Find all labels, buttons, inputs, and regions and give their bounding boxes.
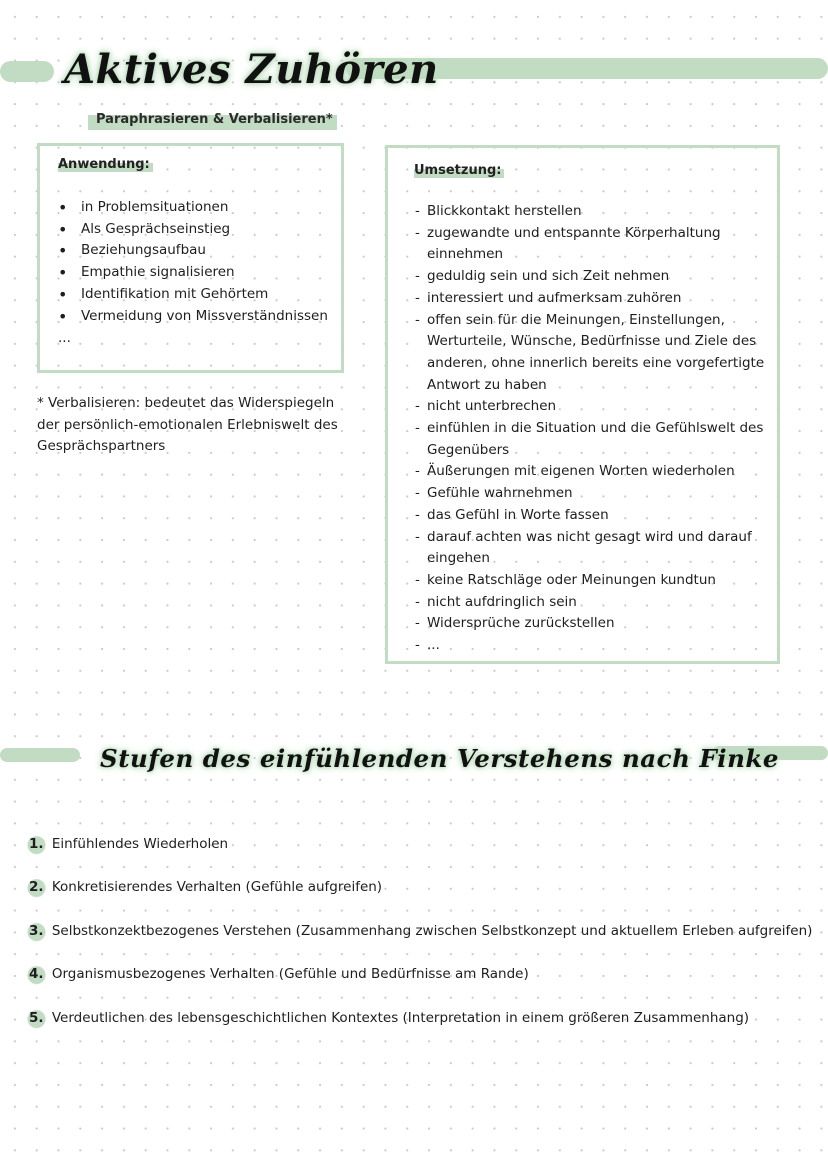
- list-item: - das Gefühl in Worte fassen: [415, 505, 765, 527]
- list-item: - nicht unterbrechen: [415, 396, 765, 418]
- list-item: - geduldig sein und sich Zeit nehmen: [415, 266, 765, 288]
- level-number: 3.: [27, 920, 46, 942]
- level-item: [27, 920, 827, 963]
- level-text: Konkretisierendes Verhalten (Gefühle aufgreifen): [51, 879, 383, 896]
- umsetzung-box: [385, 145, 780, 664]
- list-item: - Äußerungen mit eigenen Worten wiederholen: [415, 461, 765, 483]
- list-item: - interessiert und aufmerksam zuhören: [415, 288, 765, 310]
- anwendung-ellipsis: ...: [58, 330, 71, 346]
- page-title: Aktives Zuhören: [64, 46, 439, 93]
- anwendung-heading: Anwendung:: [58, 157, 153, 172]
- anwendung-box: [37, 143, 344, 373]
- verbalisieren-note: * Verbalisieren: bedeutet das Widerspiegeln der persönlich-emotionalen Erlebniswelt des Gesprächspartners: [37, 395, 338, 455]
- list-item: • Identifikation mit Gehörtem: [58, 284, 328, 306]
- level-text: Einfühlendes Wiederholen: [51, 836, 229, 852]
- list-item: - keine Ratschläge oder Meinungen kundtun: [415, 570, 765, 592]
- list-item: • Vermeidung von Missverständnissen: [58, 306, 328, 328]
- level-number: 5.: [27, 1007, 46, 1029]
- list-item: - Widersprüche zurückstellen: [415, 613, 765, 635]
- list-item: - darauf achten was nicht gesagt wird und darauf eingehen: [415, 527, 765, 570]
- level-item: [27, 1007, 827, 1050]
- level-number: 1.: [27, 833, 46, 855]
- level-item: [27, 833, 827, 876]
- level-item: [27, 876, 827, 919]
- level-item: [27, 963, 827, 1006]
- list-item: • in Problemsituationen: [58, 197, 328, 219]
- header-bar-left: [0, 61, 54, 82]
- finke-levels-list: [27, 833, 827, 1050]
- list-item: - offen sein für die Meinungen, Einstellungen, Werturteile, Wünsche, Bedürfnisse und Ziele des anderen, ohne innerlich bereits eine vorgefertigte Antwort zu haben: [415, 310, 765, 397]
- list-item: - ...: [415, 635, 765, 657]
- list-item: • Empathie signalisieren: [58, 262, 328, 284]
- level-number: 4.: [27, 963, 46, 985]
- list-item: • Als Gesprächseinstieg: [58, 219, 328, 241]
- level-text: Verdeutlichen des lebensgeschichtlichen Kontextes (Interpretation in einem größeren Zusammenhang): [51, 1009, 750, 1026]
- section2-bar-left: [0, 748, 80, 762]
- list-item: - nicht aufdringlich sein: [415, 592, 765, 614]
- level-number: 2.: [27, 876, 46, 898]
- umsetzung-heading: Umsetzung:: [414, 163, 504, 178]
- page-subtitle: Paraphrasieren & Verbalisieren*: [88, 109, 337, 131]
- section2-title: Stufen des einfühlenden Verstehens nach Finke: [100, 744, 779, 773]
- list-item: - einfühlen in die Situation und die Gefühlswelt des Gegenübers: [415, 418, 765, 461]
- level-text: Organismusbezogenes Verhalten (Gefühle und Bedürfnisse am Rande): [51, 966, 529, 983]
- umsetzung-list: [415, 201, 765, 657]
- list-item: • Beziehungsaufbau: [58, 240, 328, 262]
- list-item: - zugewandte und entspannte Körperhaltung einnehmen: [415, 223, 765, 266]
- level-text: Selbstkonzektbezogenes Verstehen (Zusammenhang zwischen Selbstkonzept und aktuellem Erleben aufgreifen): [51, 922, 813, 939]
- anwendung-list: [58, 197, 328, 327]
- list-item: - Blickkontakt herstellen: [415, 201, 765, 223]
- list-item: - Gefühle wahrnehmen: [415, 483, 765, 505]
